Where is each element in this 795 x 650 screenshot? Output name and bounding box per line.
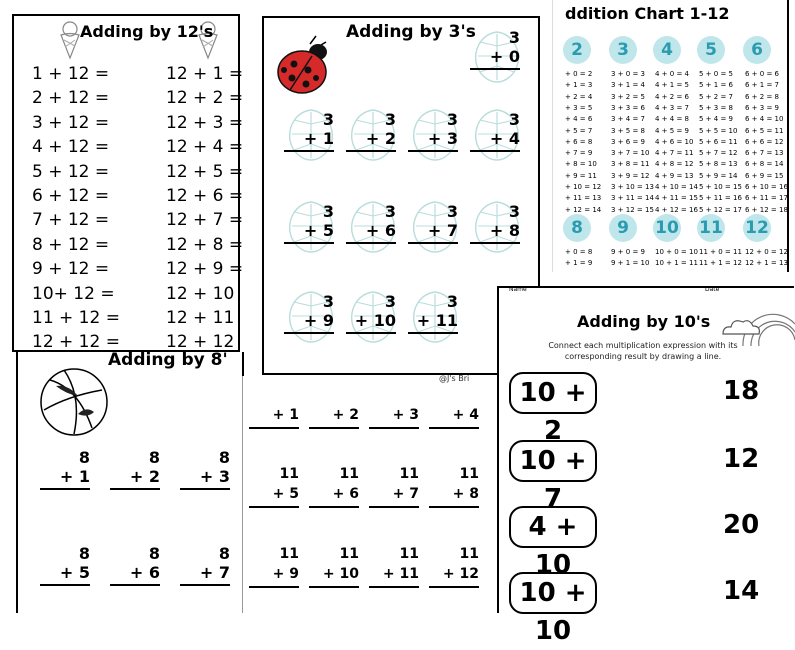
problem-item (429, 544, 479, 588)
chart-fact: 3 + 7 = 10 (611, 149, 650, 158)
problem-item (40, 448, 90, 490)
chart-fact: 3 + 11 = 14 (611, 194, 654, 203)
equation-right: 12 + 2 = (166, 88, 244, 109)
chart-fact: + 3 = 5 (565, 103, 593, 112)
problem-addend: + 3 (199, 467, 230, 486)
equation-left: 4 + 12 = (32, 137, 110, 158)
chart-fact: 6 + 11 = 17 (745, 194, 788, 203)
problem-addend: + 7 (199, 563, 230, 582)
equation-left: 12 + 12 = (32, 332, 120, 353)
chart-fact: 5 + 12 = 17 (699, 205, 742, 214)
chart-fact: + 12 = 14 (565, 205, 602, 214)
problem-addend: + 10 (354, 311, 396, 330)
answer-line (180, 488, 230, 490)
answer-line (40, 488, 90, 490)
chart-fact: 6 + 8 = 14 (745, 160, 784, 169)
problem-item (309, 464, 359, 508)
answer-line (309, 427, 359, 429)
answer-line (429, 427, 479, 429)
chart-fact: + 9 = 11 (565, 171, 597, 180)
equation-left: 3 + 12 = (32, 112, 110, 133)
problem-addend: + 8 (489, 221, 520, 240)
answer-line (369, 586, 419, 588)
problem-item (429, 406, 479, 429)
problem-item (180, 448, 230, 490)
answer-line (249, 586, 299, 588)
problem-top-number: 8 (78, 448, 90, 467)
equation-right: 12 + 6 = (166, 186, 244, 206)
chart-fact: 3 + 2 = 5 (611, 92, 645, 101)
beach-ball-icon (38, 366, 110, 438)
answer-line (429, 586, 479, 588)
problem-top-number: 3 (322, 110, 334, 129)
chart-fact: 5 + 11 = 16 (699, 194, 742, 203)
answer-line (470, 150, 520, 152)
problem-item (369, 406, 419, 429)
chart-fact: 5 + 4 = 9 (699, 115, 733, 124)
problem-top-number: 11 (459, 546, 479, 562)
answer-line (249, 427, 299, 429)
chart-fact: 5 + 1 = 6 (699, 81, 733, 90)
problem-addend: + 7 (427, 221, 458, 240)
problem-addend: + 11 (382, 566, 419, 582)
problem-item (346, 292, 396, 334)
chart-fact: 4 + 5 = 9 (655, 126, 689, 135)
problem-top-number: 11 (459, 466, 479, 482)
problem-top-number: 11 (279, 546, 299, 562)
chart-fact: 3 + 8 = 11 (611, 160, 650, 169)
problem-item (249, 544, 299, 588)
problem-addend: + 2 (365, 129, 396, 148)
equation-right: 12 + 5 = (166, 161, 244, 182)
chart-fact: 5 + 9 = 14 (699, 171, 738, 180)
problem-addend: + 4 (489, 129, 520, 148)
problem-item (470, 110, 520, 152)
ice-cream-icon (58, 20, 82, 60)
chart-fact: 10 + 1 = 11 (655, 259, 698, 268)
chart-fact: 5 + 5 = 10 (699, 126, 738, 135)
problem-item (346, 202, 396, 244)
problem-addend: + 11 (416, 311, 458, 330)
answer-line (110, 584, 160, 586)
adding-by-12-sheet (12, 14, 244, 353)
problem-item (470, 202, 520, 244)
problem-addend: + 9 (303, 311, 334, 330)
equation-left: 5 + 12 = (32, 161, 110, 182)
chart-number-circle: 6 (743, 36, 771, 64)
problem-addend: + 5 (59, 563, 90, 582)
sheet10-title: Adding by 10's (577, 312, 711, 331)
chart-fact: 12 + 0 = 12 (745, 248, 788, 256)
answer-line (346, 150, 396, 152)
problem-addend: + 6 (129, 563, 160, 582)
problem-top-number: 11 (339, 546, 359, 562)
chart-number-circle: 10 (653, 214, 681, 242)
problem-item (284, 202, 334, 244)
problem-top-number: 8 (218, 448, 230, 467)
answer-line (346, 332, 396, 334)
sheet8-title: Adding by 8' (108, 350, 228, 370)
chart-fact: + 5 = 7 (565, 126, 593, 135)
chart-fact: 10 + 0 = 10 (655, 248, 698, 256)
equation-right: 12 + 11 (166, 308, 235, 328)
adding-by-10-sheet (497, 286, 794, 646)
answer-value: 12 (723, 444, 760, 474)
expression-pill: 10 + 10 (509, 572, 597, 614)
chart-fact: 4 + 6 = 10 (655, 137, 694, 146)
name-label: Name (509, 286, 527, 293)
problem-top-number: 3 (508, 28, 520, 47)
equation-left: 8 + 12 = (32, 234, 110, 255)
chart-fact: 5 + 2 = 7 (699, 92, 733, 101)
problem-addend: + 2 (332, 407, 359, 423)
answer-value: 14 (723, 576, 760, 606)
problem-addend: + 1 (303, 129, 334, 148)
problem-top-number: 11 (339, 466, 359, 482)
chart-fact: 3 + 0 = 3 (611, 70, 645, 78)
chart-title: ddition Chart 1-12 (565, 4, 730, 23)
equation-right: 12 + 7 = (166, 210, 244, 231)
chart-fact: 4 + 0 = 4 (655, 70, 689, 78)
answer-line (40, 584, 90, 586)
chart-fact: 3 + 9 = 12 (611, 171, 650, 180)
equation-right: 12 + 3 = (166, 112, 244, 133)
problem-top-number: 3 (508, 202, 520, 221)
equation-right: 12 + 12 (166, 332, 235, 353)
chart-number-circle: 5 (697, 36, 725, 64)
answer-line (408, 242, 458, 244)
chart-number-circle: 2 (563, 36, 591, 64)
chart-fact: 9 + 1 = 10 (611, 259, 650, 268)
chart-fact: 6 + 0 = 6 (745, 70, 779, 78)
chart-fact: + 0 = 8 (565, 248, 593, 256)
problem-addend: + 5 (272, 486, 299, 502)
chart-fact: + 1 = 9 (565, 259, 593, 268)
chart-fact: 4 + 10 = 14 (655, 183, 698, 191)
chart-fact: + 2 = 4 (565, 92, 593, 101)
chart-fact: 4 + 3 = 7 (655, 103, 689, 112)
problem-addend: + 7 (392, 486, 419, 502)
problem-addend: + 0 (489, 47, 520, 66)
chart-fact: 3 + 3 = 6 (611, 103, 645, 112)
problem-addend: + 9 (272, 566, 299, 582)
chart-fact: 4 + 2 = 6 (655, 92, 689, 101)
problem-item (180, 544, 230, 586)
equation-right: 12 + 10 (166, 283, 235, 304)
problem-top-number: 3 (322, 202, 334, 221)
problem-addend: + 1 (59, 467, 90, 486)
problem-item (309, 406, 359, 429)
chart-fact: 11 + 0 = 11 (699, 248, 742, 256)
chart-fact: 6 + 6 = 12 (745, 137, 784, 146)
equation-left: 11 + 12 = (32, 308, 120, 328)
addition-chart-sheet (552, 0, 795, 272)
problem-top-number: 11 (279, 466, 299, 482)
chart-fact: 6 + 12 = 18 (745, 205, 788, 214)
problem-top-number: 8 (148, 544, 160, 563)
chart-fact: 6 + 4 = 10 (745, 115, 784, 124)
chart-fact: + 4 = 6 (565, 115, 593, 124)
equation-left: 1 + 12 = (32, 64, 110, 84)
equation-left: 7 + 12 = (32, 210, 110, 231)
problem-item (249, 406, 299, 429)
chart-fact: 4 + 4 = 8 (655, 115, 689, 124)
chart-fact: 3 + 5 = 8 (611, 126, 645, 135)
problem-top-number: 11 (399, 546, 419, 562)
problem-top-number: 3 (322, 292, 334, 311)
answer-line (346, 242, 396, 244)
chart-fact: 3 + 10 = 13 (611, 183, 654, 191)
problem-item (369, 544, 419, 588)
chart-number-circle: 11 (697, 214, 725, 242)
chart-fact: 3 + 6 = 9 (611, 137, 645, 146)
chart-fact: 5 + 10 = 15 (699, 183, 742, 191)
chart-fact: 9 + 0 = 9 (611, 248, 645, 256)
problem-top-number: 11 (399, 466, 419, 482)
chart-fact: + 11 = 13 (565, 194, 602, 203)
problem-item (284, 110, 334, 152)
answer-line (369, 427, 419, 429)
problem-item (110, 448, 160, 490)
chart-fact: 6 + 7 = 13 (745, 149, 784, 158)
problem-addend: + 8 (452, 486, 479, 502)
chart-fact: + 8 = 10 (565, 160, 597, 169)
chart-fact: 6 + 3 = 9 (745, 103, 779, 112)
chart-number-circle: 8 (563, 214, 591, 242)
problem-addend: + 3 (427, 129, 458, 148)
problem-top-number: 3 (446, 202, 458, 221)
answer-line (429, 506, 479, 508)
problem-addend: + 12 (442, 566, 479, 582)
answer-line (408, 332, 458, 334)
answer-value: 20 (723, 510, 760, 540)
equation-left: 9 + 12 = (32, 259, 110, 280)
answer-line (309, 506, 359, 508)
equation-left: 6 + 12 = (32, 186, 110, 206)
chart-fact: 5 + 3 = 8 (699, 103, 733, 112)
chart-fact: 6 + 9 = 15 (745, 171, 784, 180)
chart-fact: 12 + 1 = 13 (745, 259, 788, 268)
chart-fact: 5 + 0 = 5 (699, 70, 733, 78)
equation-left: 10+ 12 = (32, 283, 115, 304)
problem-addend: + 10 (322, 566, 359, 582)
answer-line (284, 242, 334, 244)
chart-fact: 11 + 1 = 12 (699, 259, 742, 268)
equation-right: 12 + 9 = (166, 259, 244, 280)
chart-fact: 3 + 1 = 4 (611, 81, 645, 90)
problem-addend: + 1 (272, 407, 299, 423)
chart-fact: 6 + 2 = 8 (745, 92, 779, 101)
answer-value: 18 (723, 376, 760, 406)
chart-border (787, 0, 789, 272)
problem-top-number: 8 (78, 544, 90, 563)
problem-item (346, 110, 396, 152)
answer-line (110, 488, 160, 490)
chart-fact: 4 + 12 = 16 (655, 205, 698, 214)
chart-fact: 5 + 8 = 13 (699, 160, 738, 169)
chart-fact: 5 + 6 = 11 (699, 137, 738, 146)
problem-addend: + 3 (392, 407, 419, 423)
sheet3-title: Adding by 3's (346, 22, 476, 42)
equation-right: 12 + 8 = (166, 234, 244, 255)
chart-fact: 3 + 4 = 7 (611, 115, 645, 124)
problem-addend: + 4 (452, 407, 479, 423)
problem-item (429, 464, 479, 508)
problem-top-number: 3 (508, 110, 520, 129)
equation-right: 12 + 4 = (166, 137, 244, 158)
problem-3-plus-0 (470, 28, 520, 70)
problem-addend: + 6 (365, 221, 396, 240)
date-label: Date (705, 286, 720, 293)
problem-addend: + 6 (332, 486, 359, 502)
problem-top-number: 3 (384, 292, 396, 311)
problem-item (408, 202, 458, 244)
chart-fact: 6 + 5 = 11 (745, 126, 784, 135)
chart-fact: 6 + 1 = 7 (745, 81, 779, 90)
answer-line (180, 584, 230, 586)
chart-fact: + 7 = 9 (565, 149, 593, 158)
equation-right: 12 + 1 = (166, 64, 244, 84)
answer-line (284, 150, 334, 152)
sheet10-instructions: Connect each multiplication expression with its corresponding result by drawing a line. (548, 341, 738, 361)
chart-number-circle: 3 (609, 36, 637, 64)
problem-top-number: 3 (446, 292, 458, 311)
sheet12-title: Adding by 12's (80, 22, 214, 41)
problem-addend: + 2 (129, 467, 160, 486)
answer-line (249, 506, 299, 508)
chart-fact: + 6 = 8 (565, 137, 593, 146)
problem-item (249, 464, 299, 508)
chart-fact: 4 + 1 = 5 (655, 81, 689, 90)
chart-fact: 5 + 7 = 12 (699, 149, 738, 158)
chart-fact: + 10 = 12 (565, 183, 602, 191)
problem-item (110, 544, 160, 586)
ladybug-icon (272, 34, 334, 98)
chart-fact: 3 + 12 = 15 (611, 205, 654, 214)
problem-top-number: 8 (148, 448, 160, 467)
problem-item (40, 544, 90, 586)
chart-fact: 4 + 8 = 12 (655, 160, 694, 169)
sheet3-credit: @J's Bri (439, 374, 470, 383)
problem-top-number: 3 (446, 110, 458, 129)
chart-number-circle: 12 (743, 214, 771, 242)
answer-line (470, 68, 520, 70)
problem-top-number: 8 (218, 544, 230, 563)
answer-line (369, 506, 419, 508)
problem-top-number: 3 (384, 110, 396, 129)
chart-number-circle: 4 (653, 36, 681, 64)
expression-pill: 10 + 2 (509, 372, 597, 414)
chart-fact: 4 + 11 = 15 (655, 194, 698, 203)
chart-fact: + 0 = 2 (565, 70, 593, 78)
problem-item (408, 292, 458, 334)
adding-by-8-sheet (16, 352, 244, 613)
expression-pill: 4 + 10 (509, 506, 597, 548)
problem-item (309, 544, 359, 588)
problem-item (408, 110, 458, 152)
answer-line (309, 586, 359, 588)
problem-item (284, 292, 334, 334)
problem-top-number: 3 (384, 202, 396, 221)
chart-fact: 6 + 10 = 16 (745, 183, 788, 191)
chart-fact: 4 + 9 = 13 (655, 171, 694, 180)
adding-by-11-sheet (242, 376, 498, 613)
answer-line (408, 150, 458, 152)
answer-line (470, 242, 520, 244)
equation-left: 2 + 12 = (32, 88, 110, 109)
chart-fact: 4 + 7 = 11 (655, 149, 694, 158)
chart-number-circle: 9 (609, 214, 637, 242)
problem-item (369, 464, 419, 508)
answer-line (284, 332, 334, 334)
problem-addend: + 5 (303, 221, 334, 240)
chart-fact: + 1 = 3 (565, 81, 593, 90)
expression-pill: 10 + 7 (509, 440, 597, 482)
